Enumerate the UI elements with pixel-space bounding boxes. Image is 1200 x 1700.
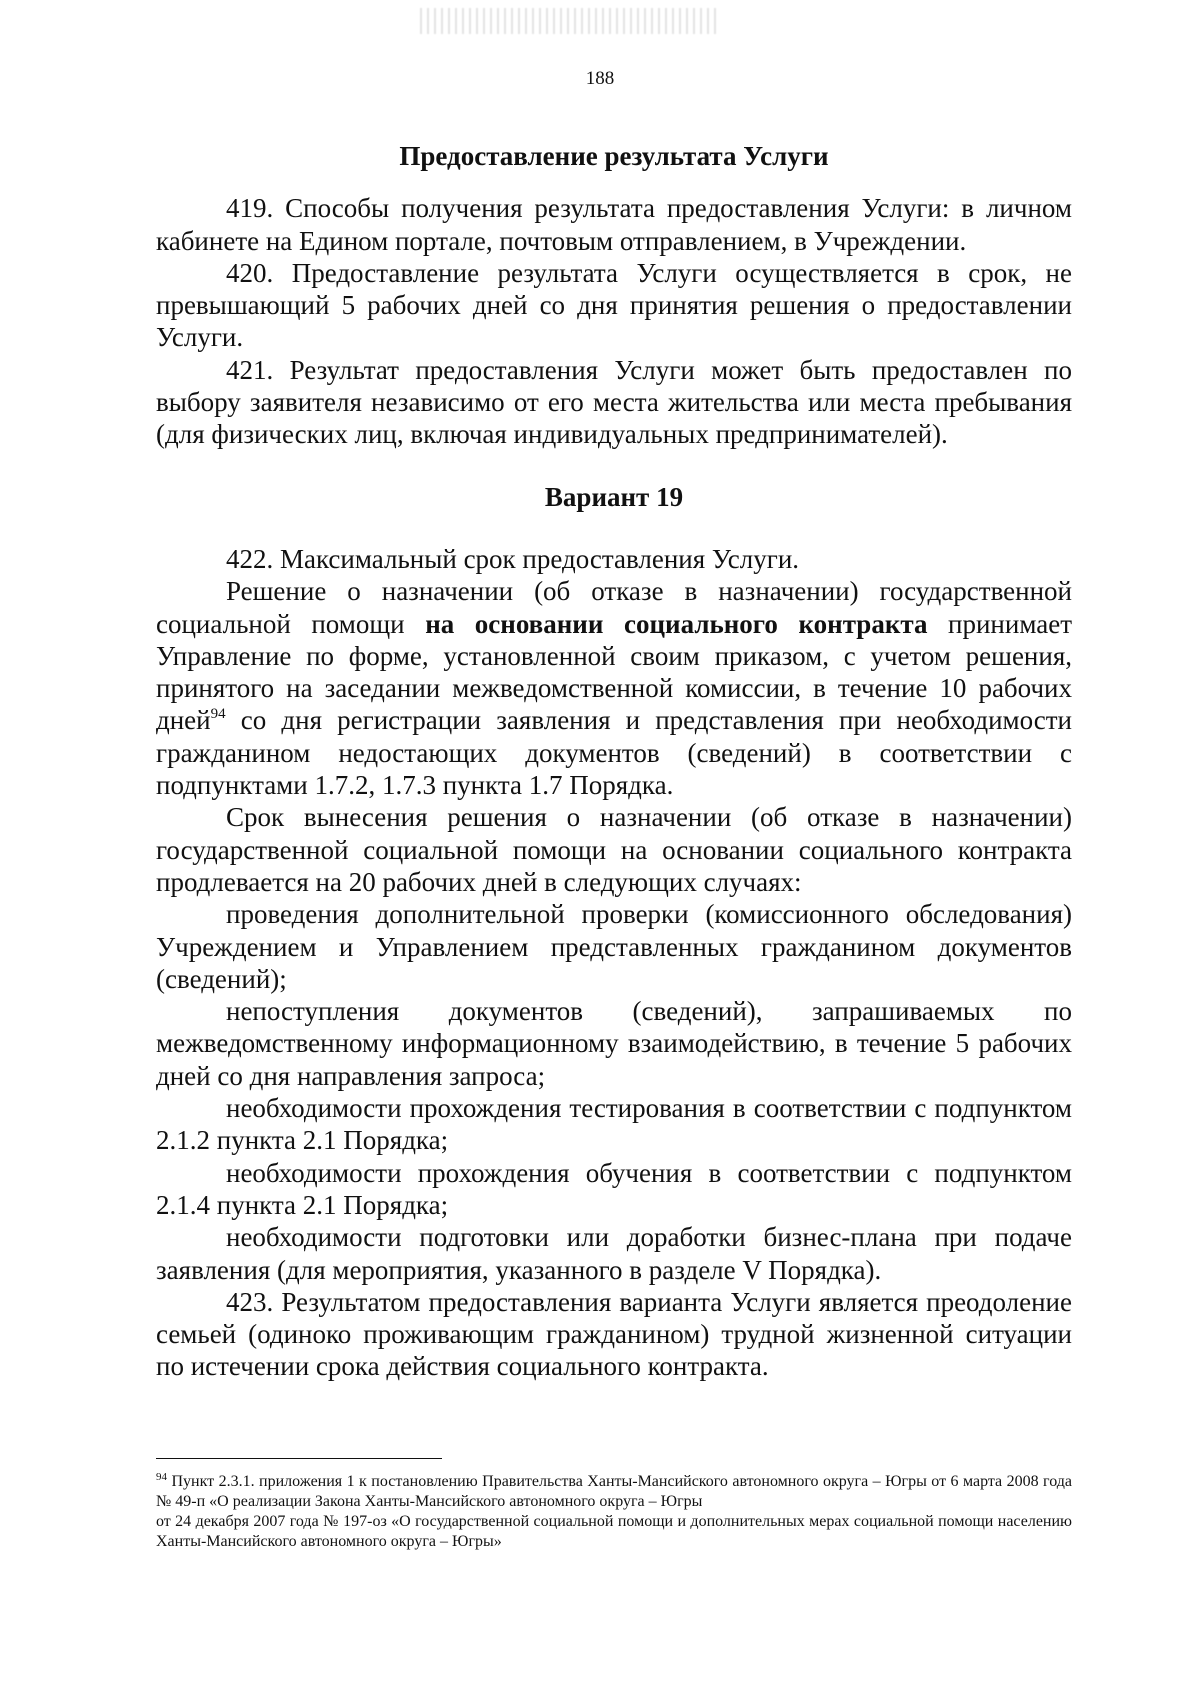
decision-text-3: со дня регистрации заявления и представления при необходимости гражданином недостающих документов (сведений) в соответствии с подпунктами 1.7.2, 1.7.3 пункта 1.7 Порядка. [156, 705, 1073, 801]
footnote [156, 1472, 1072, 1552]
decision-bold-text: на основании социального контракта [425, 608, 928, 639]
paragraph-extension: Срок вынесения решения о назначении (об отказе в назначении) государственной социальной помощи на основании социального контракта продлевается на 20 рабочих дней в следующих случаях: [156, 802, 1072, 897]
paragraph-423: 423. Результатом предоставления варианта Услуги является преодоление семьей (одиноко проживающим гражданином) трудной жизненной ситуации по истечении срока действия социального контракта. [156, 1286, 1072, 1382]
footnote-line-2: от 24 декабря 2007 года № 197-оз «О государственной социальной помощи и дополнительных мерах социальной помощи населению Ханты-Мансийского автономного округа – Югры» [156, 1513, 1072, 1550]
page-number: 188 [585, 68, 615, 89]
paragraph-420: 420. Предоставление результата Услуги осуществляется в срок, не превышающий 5 рабочих дней со дня принятия решения о предоставлении Услуги. [156, 257, 1072, 353]
paragraph-419: 419. Способы получения результата предоставления Услуги: в личном кабинете на Едином портале, почтовым отправлением, в Учреждении. [156, 193, 1072, 256]
footnote-divider [156, 1458, 442, 1459]
decision-text-2: принимает Управление по форме, установленной своим приказом, с учетом решения, принятого на заседании межведомственной комиссии, в течение 10 рабочих дней [156, 608, 1072, 736]
footnote-line-1 [156, 1472, 1072, 1512]
case-business-plan: необходимости подготовки или доработки бизнес-плана при подаче заявления (для мероприятия, указанного в разделе V Порядка). [156, 1222, 1072, 1285]
scan-noise [420, 8, 720, 34]
main-text [156, 140, 1072, 1383]
footnote-marker: 94 [156, 1471, 167, 1483]
decision-text-1: Решение о назначении (об отказе в назначении) государственной социальной помощи [156, 576, 1072, 639]
paragraph-421: 421. Результат предоставления Услуги может быть предоставлен по выбору заявителя независимо от его места жительства или места пребывания (для физических лиц, включая индивидуальных предпринимателей). [156, 354, 1072, 450]
case-additional-check: проведения дополнительной проверки (комиссионного обследования) Учреждением и Управлением представленных гражданином документов (сведений); [156, 899, 1072, 994]
paragraph-422: 422. Максимальный срок предоставления Услуги. [226, 543, 800, 574]
paragraph-decision [156, 575, 1072, 801]
footnote-ref[interactable]: 94 [210, 706, 226, 723]
footnote-text-1: Пункт 2.3.1. приложения 1 к постановлению Правительства Ханты-Мансийского автономного округа – Югры от 6 марта 2008 года № 49-п «О реализации Закона Ханты-Мансийского автономного округа – Югры [156, 1473, 1072, 1510]
variant-heading: Вариант 19 [544, 481, 684, 512]
case-testing: необходимости прохождения тестирования в соответствии с подпунктом 2.1.2 пункта 2.1 Порядка; [156, 1093, 1072, 1156]
section-heading: Предоставление результата Услуги [399, 141, 829, 171]
case-training: необходимости прохождения обучения в соответствии с подпунктом 2.1.4 пункта 2.1 Порядка; [156, 1157, 1072, 1220]
case-no-documents: непоступления документов (сведений), запрашиваемых по межведомственному информационному взаимодействию, в течение 5 рабочих дней со дня направления запроса; [156, 996, 1072, 1091]
